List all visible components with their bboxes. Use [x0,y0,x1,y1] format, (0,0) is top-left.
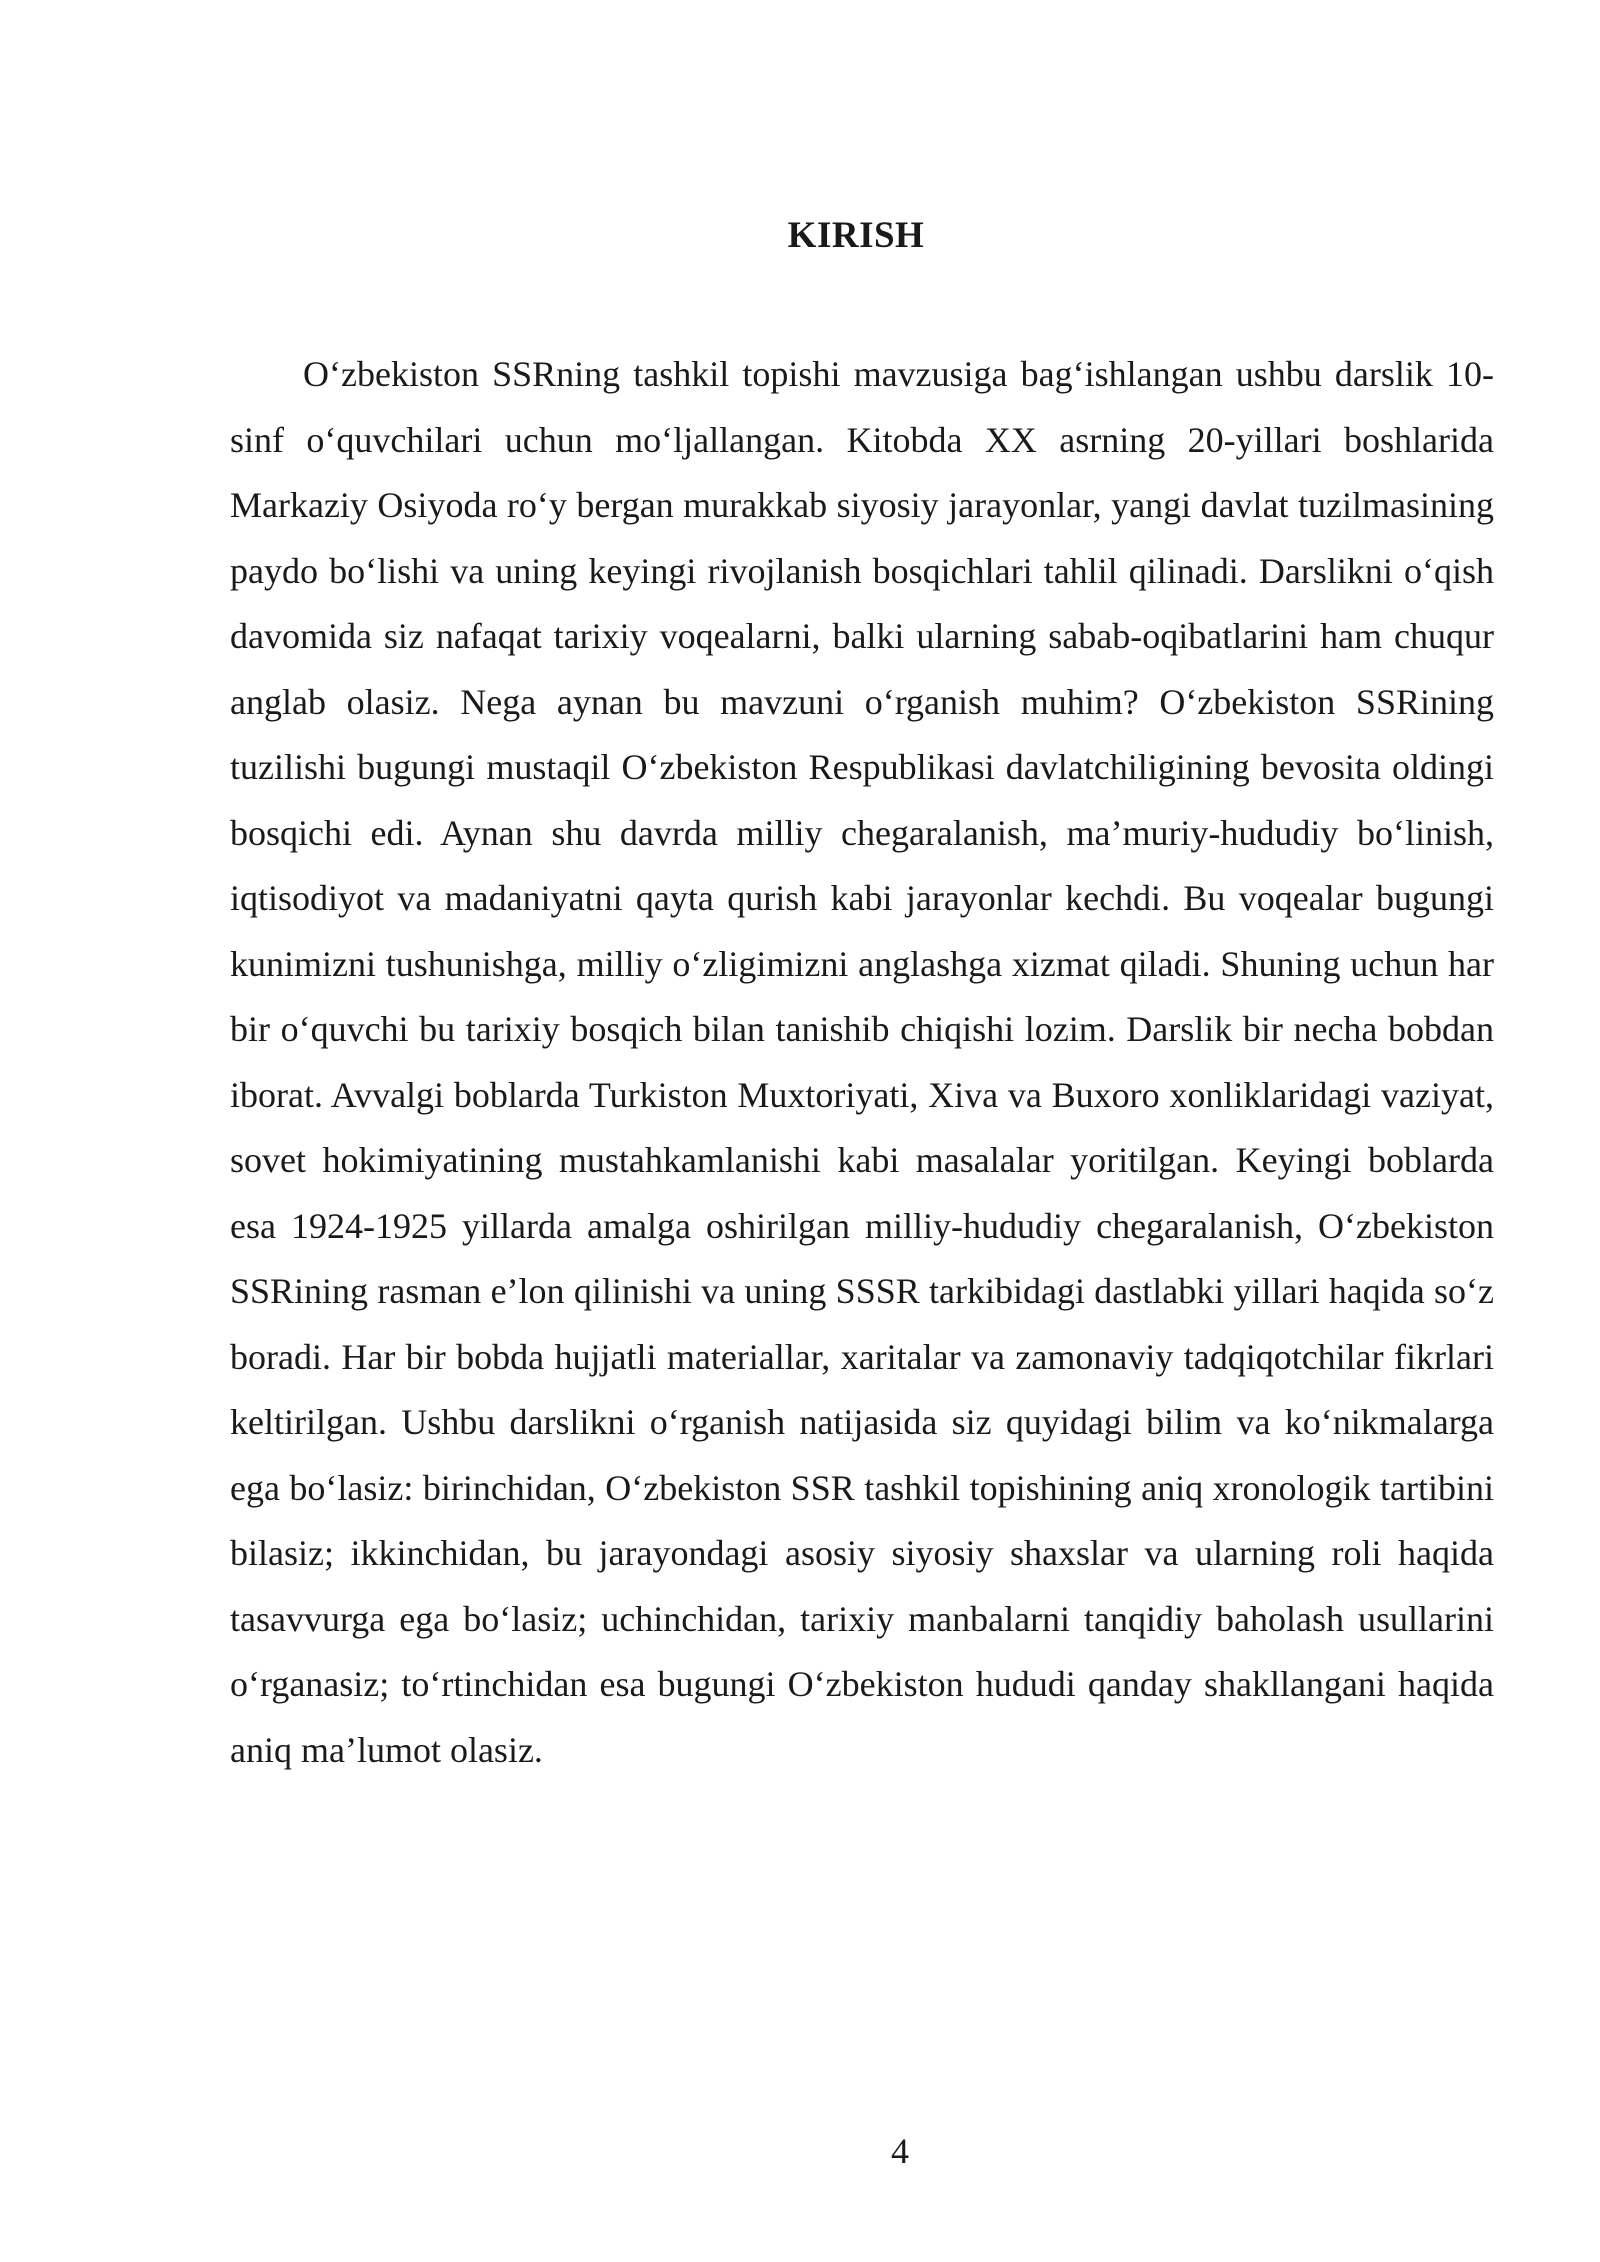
section-title: KIRISH [787,215,925,256]
body-paragraph: O‘zbekiston SSRning tashkil topishi mavzusiga bag‘ishlangan ushbu darslik 10-sinf o‘quvchilari uchun mo‘ljallangan. Kitobda XX asrning 20-yillari boshlarida Markaziy Osiyoda ro‘y bergan murakkab siyosiy jarayonlar, yangi davlat tuzilmasining paydo bo‘lishi va uning keyingi rivojlanish bosqichlari tahlil qilinadi. Darslikni o‘qish davomida siz nafaqat tarixiy voqealarni, balki ularning sabab-oqibatlarini ham chuqur anglab olasiz. Nega aynan bu mavzuni o‘rganish muhim? O‘zbekiston SSRining tuzilishi bugungi mustaqil O‘zbekiston Respublikasi davlatchiligining bevosita oldingi bosqichi edi. Aynan shu davrda milliy chegaralanish, ma’muriy-hududiy bo‘linish, iqtisodiyot va madaniyatni qayta qurish kabi jarayonlar kechdi. Bu voqealar bugungi kunimizni tushunishga, milliy o‘zligimizni anglashga xizmat qiladi. Shuning uchun har bir o‘quvchi bu tarixiy bosqich bilan tanishib chiqishi lozim. Darslik bir necha bobdan iborat. Avvalgi boblarda Turkiston Muxtoriyati, Xiva va Buxoro xonliklaridagi vaziyat, sovet hokimiyatining mustahkamlanishi kabi masalalar yoritilgan. Keyingi boblarda esa 1924-1925 yillarda amalga oshirilgan milliy-hududiy chegaralanish, O‘zbekiston SSRining rasman e’lon qilinishi va uning SSSR tarkibidagi dastlabki yillari haqida so‘z boradi. Har bir bobda hujjatli materiallar, xaritalar va zamonaviy tadqiqotchilar fikrlari keltirilgan. Ushbu darslikni o‘rganish natijasida siz quyidagi bilim va ko‘nikmalarga ega bo‘lasiz: birinchidan, O‘zbekiston SSR tashkil topishining aniq xronologik tartibini bilasiz; ikkinchidan, bu jarayondagi asosiy siyosiy shaxslar va ularning roli haqida tasavvurga ega bo‘lasiz; uchinchidan, tarixiy manbalarni tanqidiy baholash usullarini o‘rganasiz; to‘rtinchidan esa bugungi O‘zbekiston hududi qanday shakllangani haqida aniq ma’lumot olasiz. [230,354,1494,1770]
page-number: 4 [891,2131,909,2171]
